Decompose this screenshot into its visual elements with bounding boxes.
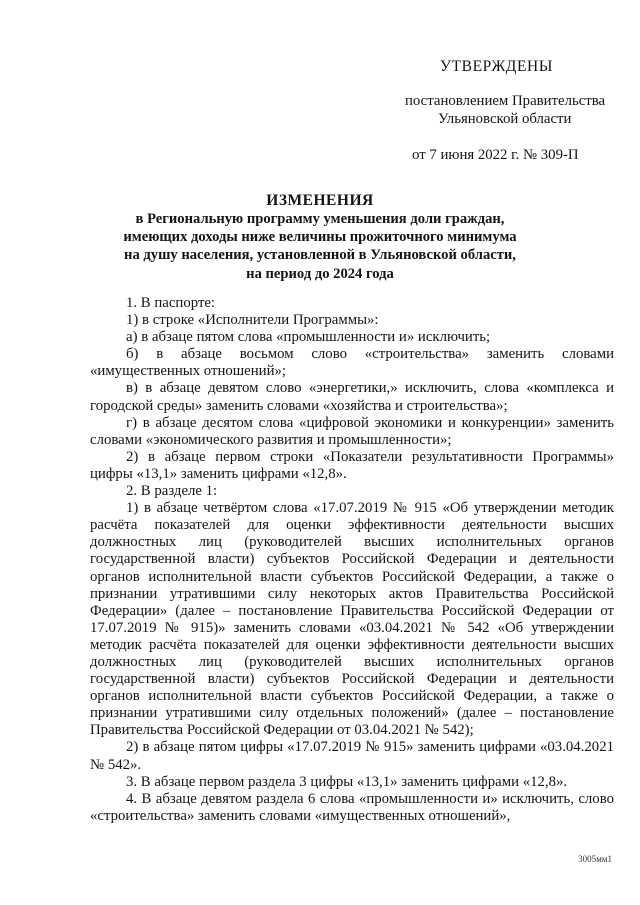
paragraph: 2) в абзаце пятом цифры «17.07.2019 № 915» заменить цифрами «03.04.2021 № 542». [90, 739, 614, 773]
paragraph: 1) в абзаце четвёртом слова «17.07.2019 № 915 «Об утверждении методик расчёта показателей для оценки эффективности деятельности высших должностных лиц (руководителей высших исполнительных органов государственной власти) субъектов Российской Федерации и деятельности органов исполнительной власти субъектов Российской Федерации, а также о признании утратившими силу некоторых актов Правительства Российской Федерации» (далее – постановление Правительства Российской Федерации от 17.07.2019 № 915)» заменить словами «03.04.2021 № 542 «Об утверждении методик расчёта показателей для оценки эффективности деятельности высших должностных лиц (руководителей высших исполнительных органов государственной власти) субъектов Российской Федерации и деятельности органов исполнительной власти субъектов Российской Федерации, а также о признании утратившими силу отдельных положений» (далее – постановление Правительства Российской Федерации от 03.04.2021 № 542); [90, 500, 614, 739]
heading-line: в Региональную программу уменьшения доли граждан, [135, 211, 505, 227]
paragraph: 3. В абзаце первом раздела 3 цифры «13,1» заменить цифрами «12,8». [126, 773, 568, 790]
approval-title: УТВЕРЖДЕНЫ [440, 58, 553, 75]
paragraph: 4. В абзаце девятом раздела 6 слова «промышленности и» исключить, слово «строительства» заменить словами «имущественных отношений», [90, 790, 614, 824]
document-body [90, 295, 614, 825]
paragraph: 1) в строке «Исполнители Программы»: [126, 312, 379, 329]
paragraph: 2. В разделе 1: [126, 483, 218, 500]
paragraph: б) в абзаце восьмом слово «строительства» заменить словами «имущественных отношений»; [90, 346, 614, 380]
paragraph: г) в абзаце десятом слова «цифровой экономики и конкуренции» заменить словами «экономического развития и промышленности»; [90, 414, 614, 448]
heading-line: на период до 2024 года [246, 265, 394, 282]
footer-code: 3005мм1 [578, 854, 612, 864]
approval-line-3: от 7 июня 2022 г. № 309-П [412, 147, 579, 163]
document-heading [0, 192, 640, 283]
paragraph: а) в абзаце пятом слова «промышленности и» исключить; [126, 329, 491, 346]
paragraph: 1. В паспорте: [126, 295, 216, 311]
approval-line-1: постановлением Правительства [405, 93, 606, 109]
paragraph: в) в абзаце девятом слово «энергетики,» исключить, слова «комплекса и городской среды» заменить словами «хозяйства и строительства»; [90, 380, 614, 414]
approval-line-2: Ульяновской области [438, 111, 572, 127]
heading-line: на душу населения, установленной в Ульяновской области, [124, 247, 516, 264]
heading-title: ИЗМЕНЕНИЯ [266, 192, 374, 209]
heading-line: имеющих доходы ниже величины прожиточного минимума [123, 229, 517, 246]
paragraph: 2) в абзаце первом строки «Показатели результативности Программы» цифры «13,1» заменить цифрами «12,8». [90, 448, 614, 482]
